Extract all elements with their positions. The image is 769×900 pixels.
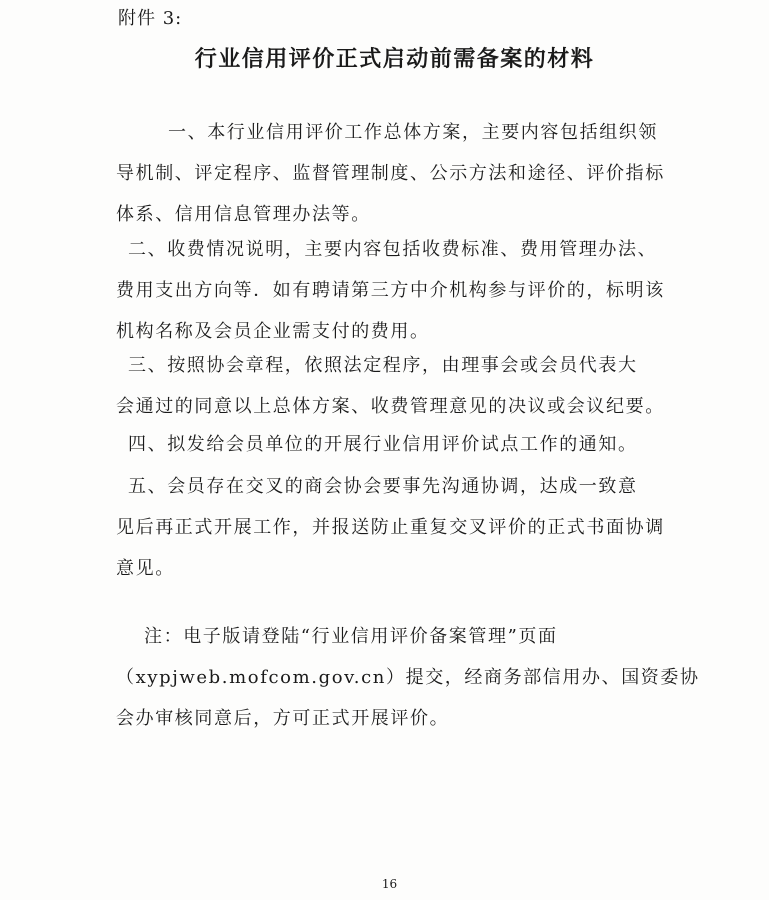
item-2-line-3: 机构名称及会员企业需支付的费用。 bbox=[116, 321, 430, 342]
item-3-line-2: 会通过的同意以上总体方案、收费管理意见的决议或会议纪要。 bbox=[116, 396, 665, 417]
note-line-3: 会办审核同意后，方可正式开展评价。 bbox=[116, 708, 450, 729]
item-1-line-2: 导机制、评定程序、监督管理制度、公示方法和途径、评价指标 bbox=[116, 163, 665, 184]
item-5-line-2: 见后再正式开展工作，并报送防止重复交叉评价的正式书面协调 bbox=[116, 517, 665, 538]
item-5-line-1: 五、会员存在交叉的商会协会要事先沟通协调，达成一致意 bbox=[128, 476, 638, 497]
item-1-line-3: 体系、信用信息管理办法等。 bbox=[116, 204, 371, 225]
item-1-line-1: 一、本行业信用评价工作总体方案，主要内容包括组织领 bbox=[168, 122, 658, 143]
page-number: 16 bbox=[381, 877, 398, 891]
item-3 bbox=[116, 345, 665, 427]
note bbox=[116, 616, 700, 739]
item-2-line-1: 二、收费情况说明，主要内容包括收费标准、费用管理办法、 bbox=[128, 239, 658, 260]
document-title: 行业信用评价正式启动前需备案的材料 bbox=[194, 46, 595, 72]
item-1 bbox=[116, 112, 665, 235]
item-5-line-3: 意见。 bbox=[116, 558, 175, 579]
item-2 bbox=[116, 229, 665, 352]
item-3-line-1: 三、按照协会章程，依照法定程序，由理事会或会员代表大 bbox=[128, 355, 638, 376]
item-5 bbox=[116, 466, 665, 589]
item-2-line-2: 费用支出方向等．如有聘请第三方中介机构参与评价的，标明该 bbox=[116, 280, 665, 301]
attachment-label: 附件 3: bbox=[118, 8, 183, 29]
note-line-2: （xypjweb.mofcom.gov.cn）提交，经商务部信用办、国资委协 bbox=[116, 667, 700, 688]
note-line-1: 注：电子版请登陆“行业信用评价备案管理”页面 bbox=[144, 626, 558, 647]
item-4 bbox=[116, 424, 646, 465]
item-4-line-1: 四、拟发给会员单位的开展行业信用评价试点工作的通知。 bbox=[128, 434, 638, 455]
